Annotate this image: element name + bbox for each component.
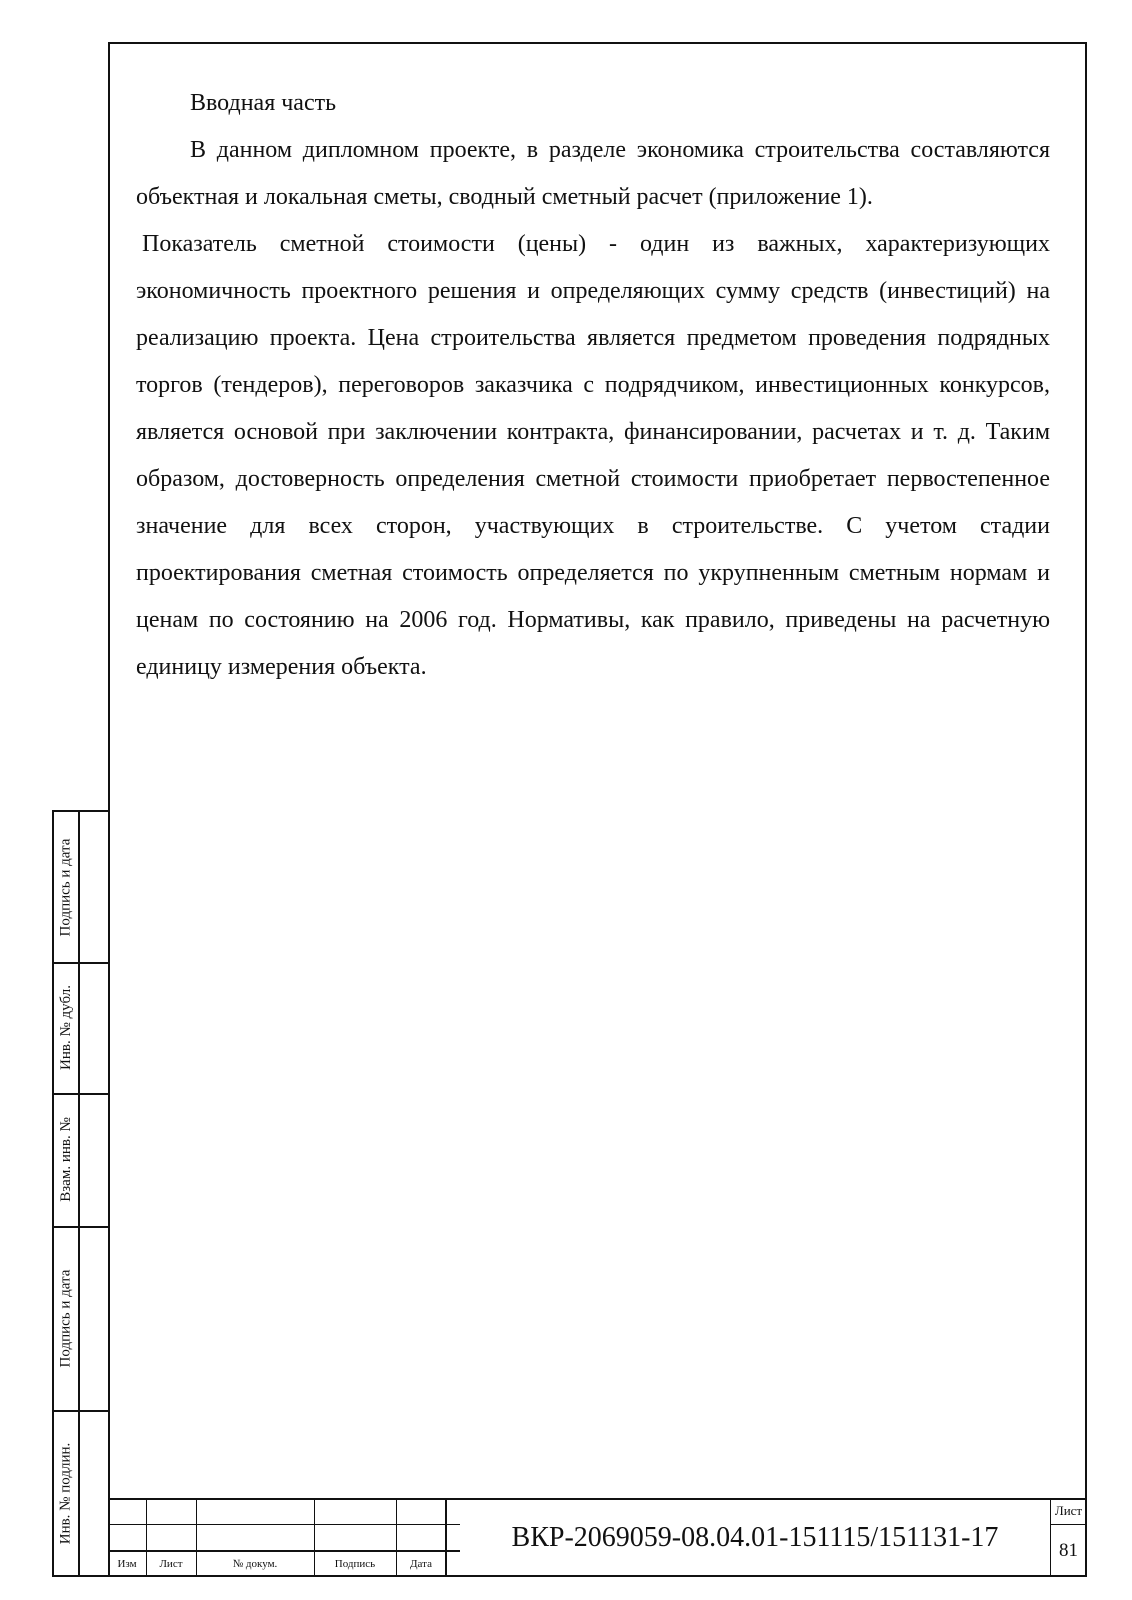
side-label-inv-dubl: Инв. № дубл. [57,985,74,1070]
document-body [136,80,1050,691]
column-label-date: Дата [410,1558,432,1570]
sheet-label: Лист [1054,1503,1083,1518]
paragraph-cost-indicator: Показатель сметной стоимости (цены) - один из важных, характеризующих экономичность проектного решения и определяющих сумму средств (инвестиций) на реализацию проекта. Цена строительства является предметом проведения подрядных торгов (тендеров), переговоров заказчика с подрядчиком, инвестиционных конкурсов, является основой при заключении контракта, финансировании, расчетах и т. д. Таким образом, достоверность определения сметной стоимости приобретает первостепенное значение для всех сторон, участвующих в строительстве. С учетом стадии проектирования сметная стоимость определяется по укрупненным сметным нормам и ценам по состоянию на 2006 год. Нормативы, как правило, приведены на расчетную единицу измерения объекта. [136,231,1050,680]
column-label-signature: Подпись [334,1558,376,1570]
side-label-inv-podlin: Инв. № подлин. [57,1442,74,1545]
sheet-number: 81 [1059,1539,1078,1561]
column-label-list: Лист [159,1558,183,1570]
side-label-signature-date-2: Подпись и дата [57,1269,74,1367]
paragraph-intro: В данном дипломном проекте, в разделе экономика строительства составляются объектная и локальная сметы, сводный сметный расчет (приложение 1). [136,137,1050,210]
side-label-vzam-inv: Взам. инв. № [57,1117,74,1202]
title-block [108,1498,1087,1577]
document-code: ВКР-2069059-08.04.01-151115/151131-17 [511,1521,999,1553]
column-label-doc-number: № докум. [232,1558,278,1570]
side-stamp [52,810,108,1577]
section-heading: Вводная часть [190,90,337,116]
side-label-signature-date-1: Подпись и дата [57,838,74,936]
column-label-izm: Изм [117,1558,137,1570]
